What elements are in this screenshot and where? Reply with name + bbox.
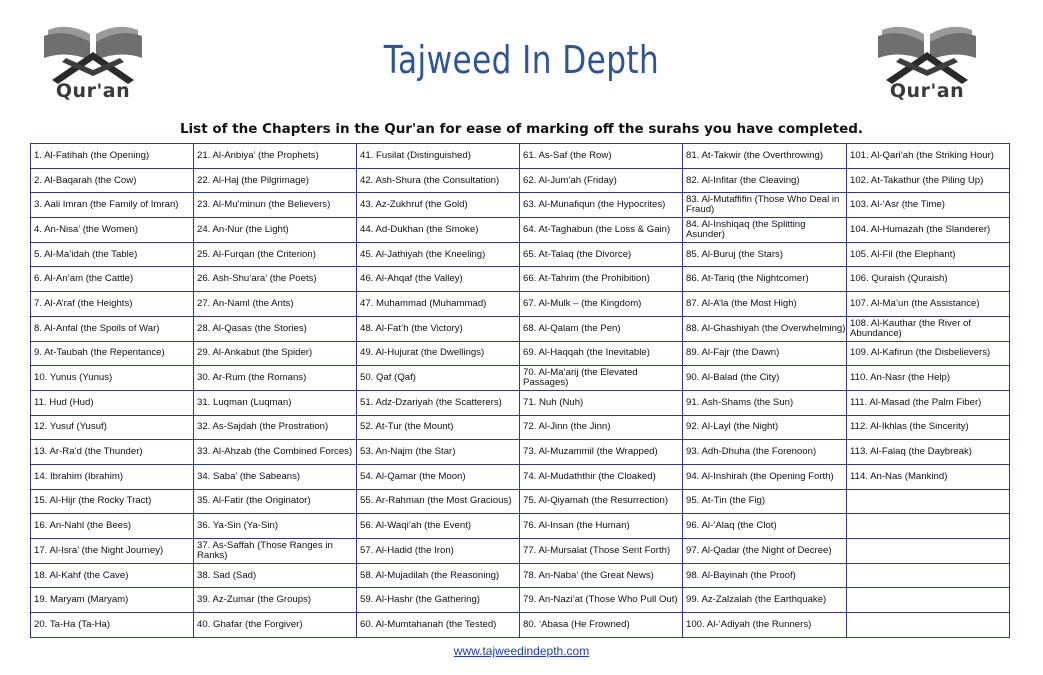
surah-cell: 83. Al-Mutaffifin (Those Who Deal in Fraud) [683, 193, 847, 218]
logo-label: Qur'an [889, 80, 965, 102]
surah-cell: 108. Al-Kauthar (the River of Abundance) [847, 316, 1010, 341]
surah-cell: 96. Al-‘Alaq (the Clot) [683, 514, 847, 539]
surah-cell: 31. Luqman (Luqman) [194, 390, 357, 415]
surah-cell: 19. Maryam (Maryam) [31, 588, 194, 613]
surah-cell: 74. Al-Mudaththir (the Cloaked) [520, 464, 683, 489]
surah-cell [847, 489, 1010, 514]
table-row [31, 514, 1010, 539]
surah-cell: 73. Al-Muzammil (the Wrapped) [520, 440, 683, 465]
surah-cell: 80. ‘Abasa (He Frowned) [520, 613, 683, 638]
surah-cell: 25. Al-Furqan (the Criterion) [194, 242, 357, 267]
table-row [31, 144, 1010, 169]
surah-cell: 54. Al-Qamar (the Moon) [357, 464, 520, 489]
table-row [31, 366, 1010, 391]
table-row [31, 218, 1010, 243]
surah-cell: 35. Al-Fatir (the Originator) [194, 489, 357, 514]
surah-cell: 103. Al-‘Asr (the Time) [847, 193, 1010, 218]
surah-table-body [31, 144, 1010, 638]
surah-cell: 6. Al-An’am (the Cattle) [31, 267, 194, 292]
surah-cell: 4. An-Nisa’ (the Women) [31, 218, 194, 243]
surah-cell: 102. At-Takathur (the Piling Up) [847, 168, 1010, 193]
surah-cell: 38. Sad (Sad) [194, 563, 357, 588]
surah-cell: 106. Quraish (Quraish) [847, 267, 1010, 292]
surah-cell: 5. Al-Ma’idah (the Table) [31, 242, 194, 267]
surah-cell: 99. Az-Zalzalah (the Earthquake) [683, 588, 847, 613]
surah-cell: 12. Yusuf (Yusuf) [31, 415, 194, 440]
surah-cell: 14. Ibrahim (Ibrahim) [31, 464, 194, 489]
table-row [31, 613, 1010, 638]
surah-cell: 11. Hud (Hud) [31, 390, 194, 415]
table-row [31, 193, 1010, 218]
surah-cell: 60. Al-Mumtahanah (the Tested) [357, 613, 520, 638]
website-link[interactable]: www.tajweedindepth.com [453, 644, 590, 658]
surah-cell: 16. An-Nahl (the Bees) [31, 514, 194, 539]
surah-cell: 77. Al-Mursalat (Those Sent Forth) [520, 539, 683, 564]
surah-cell: 37. As-Saffah (Those Ranges in Ranks) [194, 539, 357, 564]
surah-cell: 44. Ad-Dukhan (the Smoke) [357, 218, 520, 243]
surah-cell: 79. An-Nazi’at (Those Who Pull Out) [520, 588, 683, 613]
surah-cell: 59. Al-Hashr (the Gathering) [357, 588, 520, 613]
surah-cell [847, 514, 1010, 539]
surah-cell: 112. Al-Ikhlas (the Sincerity) [847, 415, 1010, 440]
surah-cell: 20. Ta-Ha (Ta-Ha) [31, 613, 194, 638]
surah-cell: 111. Al-Masad (the Palm Fiber) [847, 390, 1010, 415]
surah-cell: 42. Ash-Shura (the Consultation) [357, 168, 520, 193]
table-row [31, 440, 1010, 465]
surah-cell: 93. Adh-Dhuha (the Forenoon) [683, 440, 847, 465]
surah-cell: 39. Az-Zumar (the Groups) [194, 588, 357, 613]
surah-cell: 91. Ash-Shams (the Sun) [683, 390, 847, 415]
surah-cell: 113. Al-Falaq (the Daybreak) [847, 440, 1010, 465]
surah-cell: 13. Ar-Ra’d (the Thunder) [31, 440, 194, 465]
surah-cell: 51. Adz-Dzariyah (the Scatterers) [357, 390, 520, 415]
surah-cell: 65. At-Talaq (the Divorce) [520, 242, 683, 267]
surah-cell: 68. Al-Qalam (the Pen) [520, 316, 683, 341]
surah-cell: 53. An-Najm (the Star) [357, 440, 520, 465]
surah-cell: 58. Al-Mujadilah (the Reasoning) [357, 563, 520, 588]
surah-cell [847, 563, 1010, 588]
surah-cell: 50. Qaf (Qaf) [357, 366, 520, 391]
table-row [31, 588, 1010, 613]
surah-cell: 26. Ash-Shu’ara’ (the Poets) [194, 267, 357, 292]
surah-cell: 36. Ya-Sin (Ya-Sin) [194, 514, 357, 539]
surah-cell: 105. Al-Fil (the Elephant) [847, 242, 1010, 267]
surah-cell: 9. At-Taubah (the Repentance) [31, 341, 194, 366]
surah-cell: 52. At-Tur (the Mount) [357, 415, 520, 440]
table-row [31, 539, 1010, 564]
surah-cell: 29. Al-Ankabut (the Spider) [194, 341, 357, 366]
surah-cell: 28. Al-Qasas (the Stories) [194, 316, 357, 341]
surah-cell: 2. Al-Baqarah (the Cow) [31, 168, 194, 193]
surah-cell: 67. Al-Mulk – (the Kingdom) [520, 292, 683, 317]
surah-cell: 97. Al-Qadar (the Night of Decree) [683, 539, 847, 564]
surah-cell: 98. Al-Bayinah (the Proof) [683, 563, 847, 588]
page-subtitle: List of the Chapters in the Qur'an for ease of marking off the surahs you have completed. [179, 121, 864, 137]
surah-cell: 7. Al-A’raf (the Heights) [31, 292, 194, 317]
surah-cell: 15. Al-Hijr (the Rocky Tract) [31, 489, 194, 514]
surah-cell: 24. An-Nur (the Light) [194, 218, 357, 243]
surah-cell: 46. Al-Ahqaf (the Valley) [357, 267, 520, 292]
surah-cell: 101. Al-Qari’ah (the Striking Hour) [847, 144, 1010, 169]
surah-cell: 3. Aali Imran (the Family of Imran) [31, 193, 194, 218]
surah-cell: 92. Al-Layl (the Night) [683, 415, 847, 440]
surah-cell: 85. Al-Buruj (the Stars) [683, 242, 847, 267]
table-row [31, 341, 1010, 366]
surah-cell: 71. Nuh (Nuh) [520, 390, 683, 415]
surah-cell: 78. An-Naba’ (the Great News) [520, 563, 683, 588]
surah-cell: 8. Al-Anfal (the Spoils of War) [31, 316, 194, 341]
surah-cell: 17. Al-Isra’ (the Night Journey) [31, 539, 194, 564]
surah-table [30, 143, 1010, 638]
logo-label: Qur'an [55, 80, 131, 102]
surah-cell: 61. As-Saf (the Row) [520, 144, 683, 169]
surah-cell: 95. At-Tin (the Fig) [683, 489, 847, 514]
surah-cell: 57. Al-Hadid (the Iron) [357, 539, 520, 564]
surah-cell: 45. Al-Jathiyah (the Kneeling) [357, 242, 520, 267]
table-row [31, 267, 1010, 292]
surah-cell: 41. Fusilat (Distinguished) [357, 144, 520, 169]
surah-cell: 76. Al-Insan (the Human) [520, 514, 683, 539]
surah-cell: 89. Al-Fajr (the Dawn) [683, 341, 847, 366]
surah-cell: 70. Al-Ma’arij (the Elevated Passages) [520, 366, 683, 391]
surah-cell: 94. Al-Inshirah (the Opening Forth) [683, 464, 847, 489]
surah-cell: 34. Saba’ (the Sabeans) [194, 464, 357, 489]
surah-cell: 110. An-Nasr (the Help) [847, 366, 1010, 391]
surah-cell: 10. Yunus (Yunus) [31, 366, 194, 391]
surah-cell: 55. Ar-Rahman (the Most Gracious) [357, 489, 520, 514]
surah-cell: 32. As-Sajdah (the Prostration) [194, 415, 357, 440]
surah-cell: 66. At-Tahrim (the Prohibition) [520, 267, 683, 292]
surah-cell: 22. Al-Haj (the Pilgrimage) [194, 168, 357, 193]
surah-cell: 69. Al-Haqqah (the Inevitable) [520, 341, 683, 366]
table-row [31, 242, 1010, 267]
table-row [31, 316, 1010, 341]
surah-cell [847, 588, 1010, 613]
table-row [31, 563, 1010, 588]
surah-cell: 86. At-Tariq (the Nightcomer) [683, 267, 847, 292]
surah-cell: 62. Al-Jum’ah (Friday) [520, 168, 683, 193]
surah-cell [847, 613, 1010, 638]
surah-cell: 72. Al-Jinn (the Jinn) [520, 415, 683, 440]
surah-cell: 23. Al-Mu’minun (the Believers) [194, 193, 357, 218]
surah-cell: 49. Al-Hujurat (the Dwellings) [357, 341, 520, 366]
surah-cell: 81. At-Takwir (the Overthrowing) [683, 144, 847, 169]
surah-cell: 21. Al-Anbiya’ (the Prophets) [194, 144, 357, 169]
surah-cell: 109. Al-Kafirun (the Disbelievers) [847, 341, 1010, 366]
surah-cell: 18. Al-Kahf (the Cave) [31, 563, 194, 588]
surah-cell: 27. An-Naml (the Ants) [194, 292, 357, 317]
page-title: Tajweed In Depth [383, 38, 660, 82]
footer [0, 644, 1043, 658]
surah-cell: 107. Al-Ma’un (the Assistance) [847, 292, 1010, 317]
surah-cell: 104. Al-Humazah (the Slanderer) [847, 218, 1010, 243]
table-row [31, 292, 1010, 317]
surah-cell: 90. Al-Balad (the City) [683, 366, 847, 391]
table-row [31, 415, 1010, 440]
surah-cell: 1. Al-Fatihah (the Opening) [31, 144, 194, 169]
table-row [31, 464, 1010, 489]
table-row [31, 489, 1010, 514]
surah-cell: 100. Al-‘Adiyah (the Runners) [683, 613, 847, 638]
surah-cell: 114. An-Nas (Mankind) [847, 464, 1010, 489]
surah-cell: 56. Al-Waqi’ah (the Event) [357, 514, 520, 539]
surah-cell: 30. Ar-Rum (the Romans) [194, 366, 357, 391]
surah-cell: 47. Muhammad (Muhammad) [357, 292, 520, 317]
surah-cell: 43. Az-Zukhruf (the Gold) [357, 193, 520, 218]
surah-cell: 63. Al-Munafiqun (the Hypocrites) [520, 193, 683, 218]
surah-cell: 84. Al-Inshiqaq (the Splitting Asunder) [683, 218, 847, 243]
table-row [31, 390, 1010, 415]
surah-cell: 88. Al-Ghashiyah (the Overwhelming) [683, 316, 847, 341]
table-row [31, 168, 1010, 193]
surah-cell: 75. Al-Qiyamah (the Resurrection) [520, 489, 683, 514]
surah-cell: 64. At-Taghabun (the Loss & Gain) [520, 218, 683, 243]
surah-cell [847, 539, 1010, 564]
surah-cell: 40. Ghafar (the Forgiver) [194, 613, 357, 638]
surah-cell: 48. Al-Fat’h (the Victory) [357, 316, 520, 341]
surah-cell: 87. Al-A’la (the Most High) [683, 292, 847, 317]
surah-cell: 82. Al-Infitar (the Cleaving) [683, 168, 847, 193]
surah-cell: 33. Al-Ahzab (the Combined Forces) [194, 440, 357, 465]
